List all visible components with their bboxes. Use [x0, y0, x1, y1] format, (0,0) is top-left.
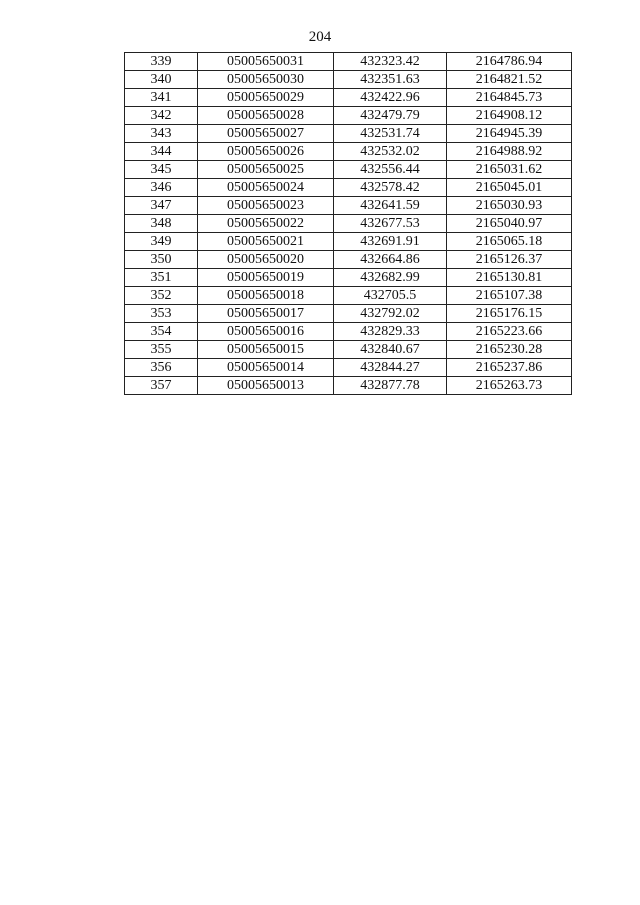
table-row [125, 215, 572, 233]
coord-y: 2165065.18 [447, 233, 572, 251]
coord-y: 2165263.73 [447, 377, 572, 395]
coord-x: 432479.79 [334, 107, 447, 125]
point-id: 05005650025 [198, 161, 334, 179]
table-row [125, 377, 572, 395]
row-index: 341 [125, 89, 198, 107]
coord-x: 432664.86 [334, 251, 447, 269]
page-number: 204 [308, 29, 332, 45]
coord-x: 432877.78 [334, 377, 447, 395]
point-id: 05005650020 [198, 251, 334, 269]
coord-y: 2164786.94 [447, 53, 572, 71]
coord-x: 432351.63 [334, 71, 447, 89]
coord-y: 2165045.01 [447, 179, 572, 197]
row-index: 346 [125, 179, 198, 197]
point-id: 05005650013 [198, 377, 334, 395]
row-index: 350 [125, 251, 198, 269]
table-row [125, 179, 572, 197]
coord-x: 432556.44 [334, 161, 447, 179]
coord-y: 2165237.86 [447, 359, 572, 377]
table-row [125, 269, 572, 287]
coord-y: 2165230.28 [447, 341, 572, 359]
point-id: 05005650019 [198, 269, 334, 287]
row-index: 348 [125, 215, 198, 233]
point-id: 05005650024 [198, 179, 334, 197]
point-id: 05005650021 [198, 233, 334, 251]
row-index: 339 [125, 53, 198, 71]
row-index: 352 [125, 287, 198, 305]
row-index: 345 [125, 161, 198, 179]
point-id: 05005650022 [198, 215, 334, 233]
table-row [125, 71, 572, 89]
row-index: 347 [125, 197, 198, 215]
row-index: 342 [125, 107, 198, 125]
row-index: 340 [125, 71, 198, 89]
coord-y: 2165030.93 [447, 197, 572, 215]
table-row [125, 89, 572, 107]
point-id: 05005650018 [198, 287, 334, 305]
coord-x: 432323.42 [334, 53, 447, 71]
coord-y: 2165130.81 [447, 269, 572, 287]
table-row [125, 287, 572, 305]
point-id: 05005650014 [198, 359, 334, 377]
row-index: 353 [125, 305, 198, 323]
table-row [125, 53, 572, 71]
coord-y: 2164945.39 [447, 125, 572, 143]
point-id: 05005650029 [198, 89, 334, 107]
coord-x: 432844.27 [334, 359, 447, 377]
point-id: 05005650016 [198, 323, 334, 341]
coord-x: 432531.74 [334, 125, 447, 143]
coord-x: 432691.91 [334, 233, 447, 251]
coord-y: 2164988.92 [447, 143, 572, 161]
coord-x: 432792.02 [334, 305, 447, 323]
row-index: 349 [125, 233, 198, 251]
table-row [125, 143, 572, 161]
coord-y: 2165176.15 [447, 305, 572, 323]
point-id: 05005650026 [198, 143, 334, 161]
row-index: 354 [125, 323, 198, 341]
point-id: 05005650023 [198, 197, 334, 215]
table-row [125, 323, 572, 341]
coord-x: 432677.53 [334, 215, 447, 233]
coordinates-table [124, 52, 572, 395]
row-index: 351 [125, 269, 198, 287]
coord-y: 2165031.62 [447, 161, 572, 179]
coord-x: 432641.59 [334, 197, 447, 215]
point-id: 05005650030 [198, 71, 334, 89]
row-index: 343 [125, 125, 198, 143]
coord-x: 432578.42 [334, 179, 447, 197]
table-row [125, 305, 572, 323]
coord-y: 2164845.73 [447, 89, 572, 107]
coord-y: 2165126.37 [447, 251, 572, 269]
coord-y: 2165107.38 [447, 287, 572, 305]
coord-x: 432422.96 [334, 89, 447, 107]
point-id: 05005650027 [198, 125, 334, 143]
table-row [125, 125, 572, 143]
point-id: 05005650017 [198, 305, 334, 323]
coord-x: 432705.5 [334, 287, 447, 305]
coord-y: 2164908.12 [447, 107, 572, 125]
table-row [125, 341, 572, 359]
table-row [125, 107, 572, 125]
coord-y: 2165223.66 [447, 323, 572, 341]
row-index: 344 [125, 143, 198, 161]
coord-x: 432840.67 [334, 341, 447, 359]
table-row [125, 251, 572, 269]
point-id: 05005650028 [198, 107, 334, 125]
coord-x: 432829.33 [334, 323, 447, 341]
coordinates-table-body [125, 53, 572, 395]
row-index: 355 [125, 341, 198, 359]
coord-x: 432532.02 [334, 143, 447, 161]
row-index: 357 [125, 377, 198, 395]
coord-x: 432682.99 [334, 269, 447, 287]
point-id: 05005650031 [198, 53, 334, 71]
table-row [125, 233, 572, 251]
point-id: 05005650015 [198, 341, 334, 359]
table-row [125, 161, 572, 179]
row-index: 356 [125, 359, 198, 377]
table-row [125, 197, 572, 215]
coord-y: 2165040.97 [447, 215, 572, 233]
coord-y: 2164821.52 [447, 71, 572, 89]
table-row [125, 359, 572, 377]
